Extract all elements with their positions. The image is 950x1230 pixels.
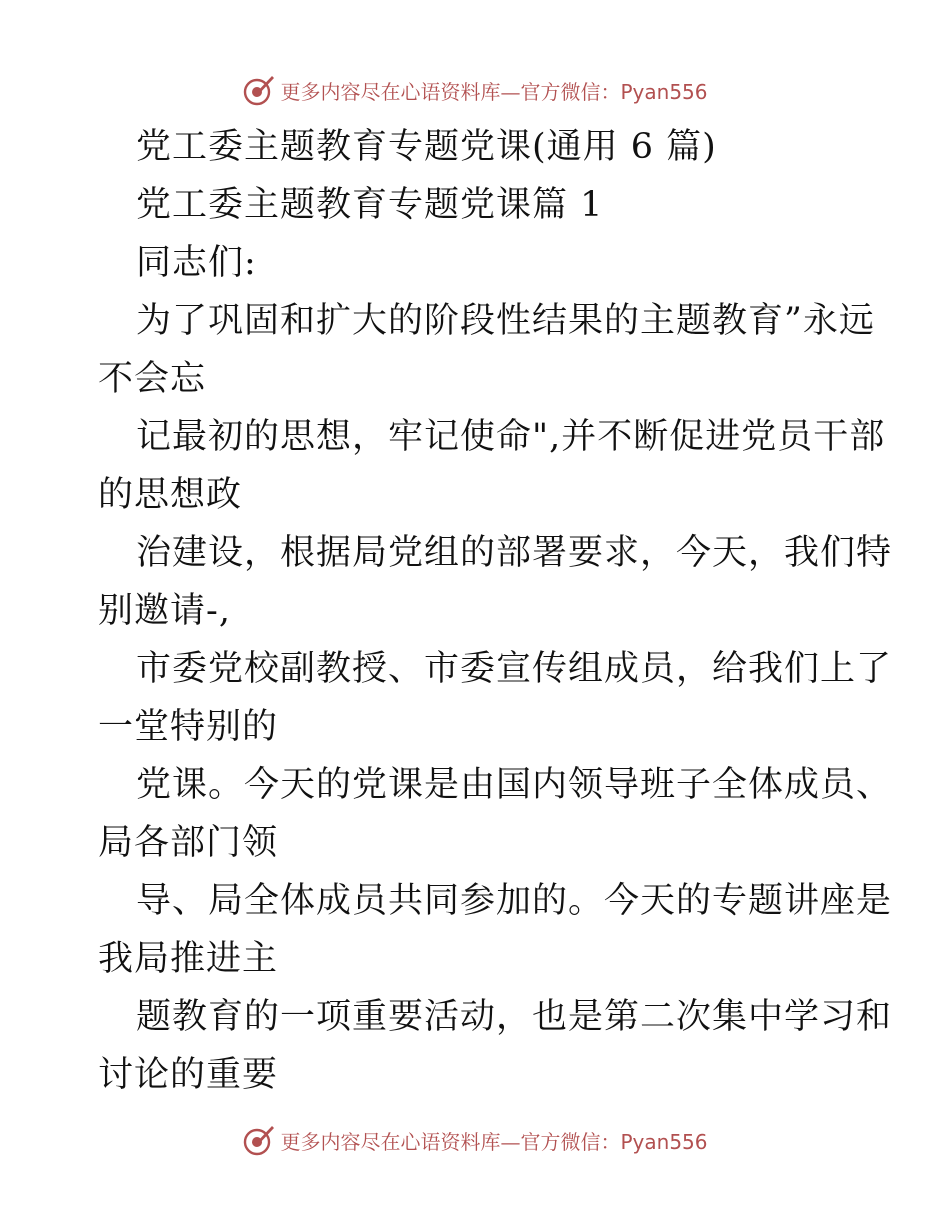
paragraph-line: 讨论的重要 — [98, 1055, 279, 1095]
paragraph-line: 治建设，根据局党组的部署要求，今天，我们特 — [136, 533, 893, 573]
paragraph-line: 为了巩固和扩大的阶段性结果的主题教育”永远 — [136, 301, 875, 341]
watermark-wechat-id: Pyan556 — [620, 79, 708, 104]
salutation: 同志们: — [136, 243, 257, 283]
paragraph-line: 导、局全体成员共同参加的。今天的专题讲座是 — [136, 881, 893, 921]
quill-logo-icon — [242, 1123, 276, 1157]
watermark-text — [280, 76, 707, 105]
document-body — [98, 118, 893, 1104]
quill-logo-icon — [242, 73, 276, 107]
watermark-label: 更多内容尽在心语资料库—官方微信： — [280, 1129, 621, 1154]
document-title: 党工委主题教育专题党课(通用 6 篇) — [136, 127, 717, 167]
paragraph-line: 不会忘 — [98, 359, 207, 399]
paragraph-line: 题教育的一项重要活动，也是第二次集中学习和 — [136, 997, 893, 1037]
paragraph-line: 市委党校副教授、市委宣传组成员，给我们上了 — [136, 649, 893, 689]
section-heading: 党工委主题教育专题党课篇 1 — [136, 185, 604, 225]
watermark-wechat-id: Pyan556 — [620, 1129, 708, 1154]
paragraph-line: 的思想政 — [98, 475, 243, 515]
paragraph-line: 我局推进主 — [98, 939, 279, 979]
paragraph-line: 记最初的思想，牢记使命",并不断促进党员干部 — [136, 417, 886, 457]
paragraph-line: 局各部门领 — [98, 823, 279, 863]
watermark-label: 更多内容尽在心语资料库—官方微信： — [280, 79, 621, 104]
header-watermark-banner — [0, 70, 950, 110]
watermark-text — [280, 1126, 707, 1155]
paragraph-line: 党课。今天的党课是由国内领导班子全体成员、 — [136, 765, 893, 805]
footer-watermark-banner — [0, 1120, 950, 1160]
paragraph-line: 别邀请-, — [98, 591, 231, 631]
paragraph-line: 一堂特别的 — [98, 707, 279, 747]
